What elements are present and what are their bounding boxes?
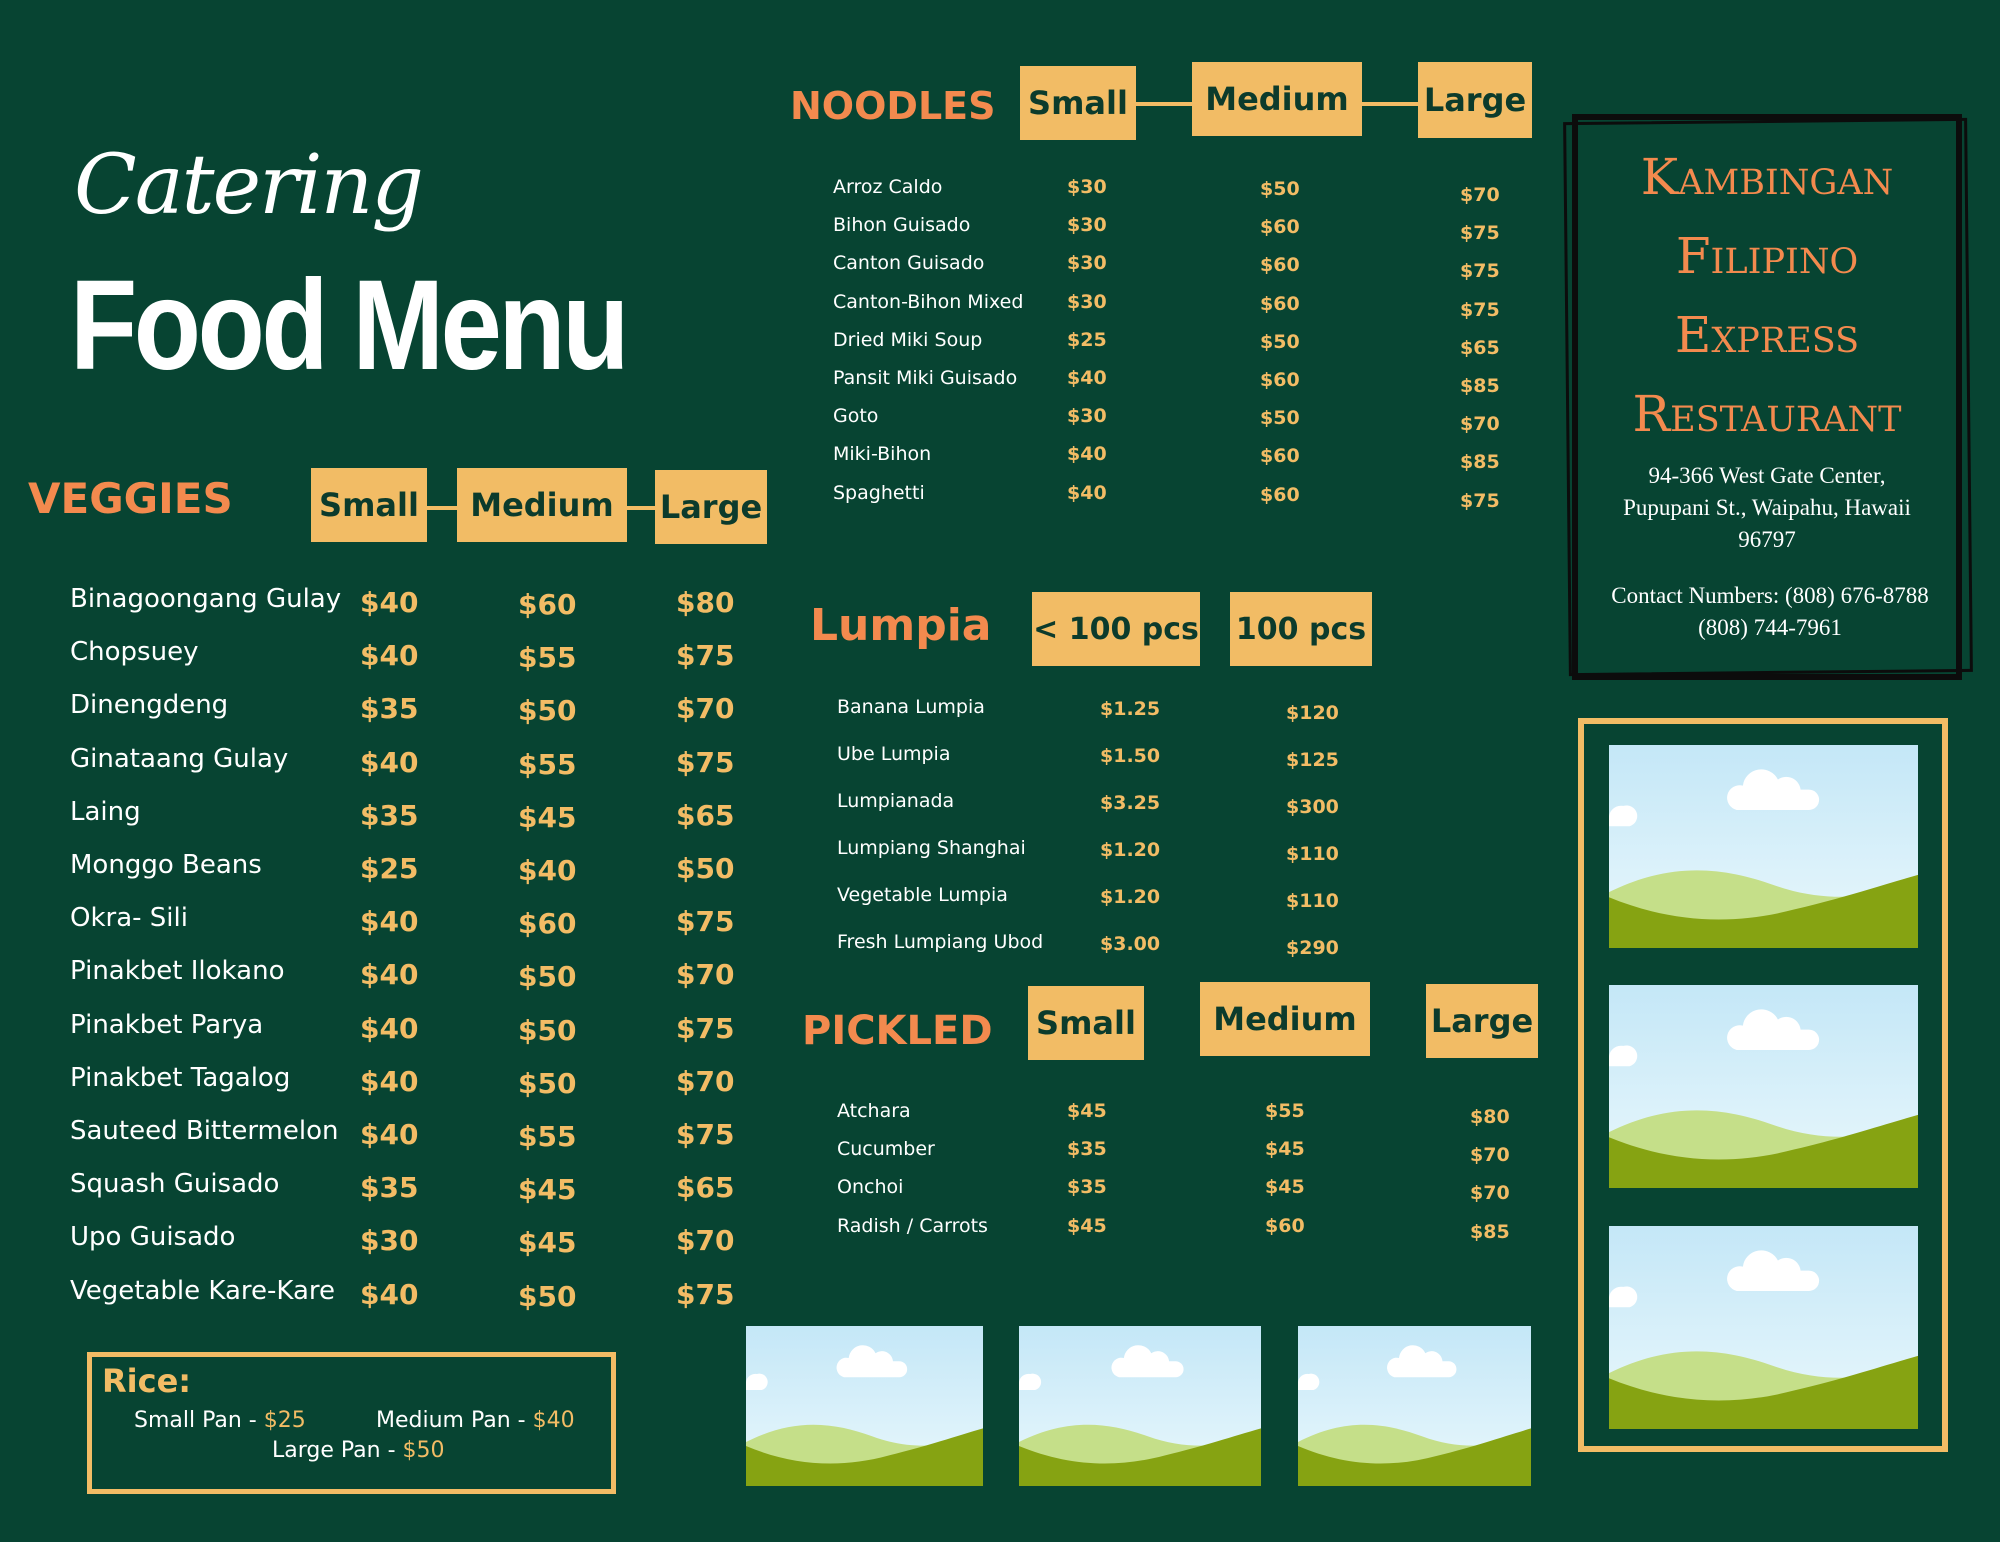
lumpia-price-100: $120 bbox=[1286, 702, 1339, 724]
landscape-image-placeholder bbox=[1298, 1326, 1531, 1486]
veggie-item-name: Pinakbet Tagalog bbox=[70, 1062, 291, 1093]
restaurant-name-line-2: Filipino bbox=[1675, 227, 1859, 285]
restaurant-name-line-3: Express bbox=[1674, 306, 1860, 364]
lumpia-price-under-100: $1.20 bbox=[1100, 839, 1161, 861]
restaurant-name-line-4: Restaurant bbox=[1632, 385, 1902, 443]
veggie-price-small: $40 bbox=[360, 1011, 419, 1045]
veggie-price-medium: $60 bbox=[518, 588, 577, 621]
noodle-price-large: $75 bbox=[1460, 298, 1500, 321]
landscape-image-placeholder bbox=[746, 1326, 983, 1486]
noodles-heading: NOODLES bbox=[790, 84, 996, 128]
address-line-3: 96797 bbox=[1738, 527, 1796, 552]
veggies-heading: VEGGIES bbox=[28, 474, 233, 523]
noodle-price-medium: $60 bbox=[1260, 369, 1300, 391]
veggie-item-name: Upo Guisado bbox=[70, 1222, 236, 1253]
veggie-item-name: Okra- Sili bbox=[70, 903, 188, 934]
lumpia-size-under-100: < 100 pcs bbox=[1032, 592, 1200, 666]
rice-heading: Rice: bbox=[102, 1362, 192, 1400]
noodle-price-large: $70 bbox=[1460, 184, 1500, 206]
veggie-item-name: Binagoongang Gulay bbox=[70, 584, 342, 614]
lumpia-item-name: Lumpianada bbox=[837, 790, 955, 812]
noodles-size-small: Small bbox=[1020, 66, 1136, 140]
lumpia-item-name: Fresh Lumpiang Ubod bbox=[837, 931, 1044, 953]
lumpia-item-name: Vegetable Lumpia bbox=[837, 884, 1008, 906]
lumpia-price-under-100: $1.20 bbox=[1100, 886, 1161, 908]
noodle-item-name: Miki-Bihon bbox=[833, 443, 932, 466]
veggie-price-small: $40 bbox=[360, 639, 419, 673]
pickled-price-small: $45 bbox=[1067, 1100, 1107, 1122]
lumpia-heading: Lumpia bbox=[810, 600, 992, 651]
noodle-price-medium: $50 bbox=[1260, 407, 1300, 430]
lumpia-price-100: $125 bbox=[1286, 749, 1339, 771]
veggie-price-medium: $45 bbox=[518, 800, 577, 834]
veggie-item-name: Vegetable Kare-Kare bbox=[70, 1275, 336, 1306]
landscape-image-placeholder bbox=[1019, 1326, 1261, 1486]
veggies-size-medium: Medium bbox=[457, 468, 627, 542]
lumpia-price-100: $110 bbox=[1286, 843, 1339, 865]
lumpia-size-100: 100 pcs bbox=[1230, 592, 1372, 666]
page-title: Food Menu bbox=[70, 254, 626, 397]
veggie-price-medium: $50 bbox=[518, 694, 577, 728]
noodle-item-name: Dried Miki Soup bbox=[833, 328, 983, 351]
veggie-price-medium: $50 bbox=[518, 1066, 577, 1100]
rice-medium-label: Medium Pan - bbox=[376, 1408, 533, 1433]
lumpia-item-name: Banana Lumpia bbox=[837, 696, 985, 718]
veggie-price-medium: $55 bbox=[518, 1120, 577, 1153]
veggie-price-large: $70 bbox=[676, 1064, 735, 1098]
lumpia-price-under-100: $3.00 bbox=[1100, 933, 1161, 955]
noodle-price-medium: $60 bbox=[1260, 483, 1300, 506]
noodle-price-large: $85 bbox=[1460, 451, 1500, 474]
veggie-price-medium: $50 bbox=[518, 1279, 577, 1313]
noodle-price-small: $30 bbox=[1067, 405, 1107, 428]
veggie-item-name: Pinakbet Ilokano bbox=[70, 956, 285, 987]
lumpia-price-under-100: $1.50 bbox=[1100, 745, 1161, 767]
veggie-price-large: $75 bbox=[676, 639, 735, 673]
veggie-price-large: $70 bbox=[676, 958, 735, 992]
veggie-item-name: Pinakbet Parya bbox=[70, 1009, 264, 1040]
pickled-heading: PICKLED bbox=[802, 1008, 993, 1054]
veggie-item-name: Ginataang Gulay bbox=[70, 743, 289, 774]
veggie-item-name: Monggo Beans bbox=[70, 850, 262, 880]
noodle-price-large: $75 bbox=[1460, 222, 1500, 245]
veggie-price-small: $35 bbox=[360, 798, 419, 832]
pickled-price-large: $70 bbox=[1470, 1144, 1510, 1167]
noodle-item-name: Arroz Caldo bbox=[833, 176, 943, 198]
pickled-item-name: Onchoi bbox=[837, 1176, 904, 1199]
noodle-price-small: $30 bbox=[1067, 252, 1107, 275]
noodles-size-connector bbox=[1362, 102, 1418, 106]
pickled-price-medium: $45 bbox=[1265, 1138, 1305, 1161]
veggie-price-small: $40 bbox=[360, 1118, 419, 1151]
noodle-price-large: $75 bbox=[1460, 260, 1500, 283]
veggie-item-name: Chopsuey bbox=[70, 637, 199, 668]
noodle-item-name: Spaghetti bbox=[833, 481, 925, 504]
veggie-price-medium: $60 bbox=[518, 907, 577, 941]
address-line-1: 94-366 West Gate Center, bbox=[1648, 463, 1886, 488]
veggie-price-small: $40 bbox=[360, 958, 419, 992]
noodle-price-medium: $60 bbox=[1260, 292, 1300, 315]
veggies-size-connector bbox=[627, 506, 655, 510]
veggie-item-name: Dinengdeng bbox=[70, 690, 229, 721]
pickled-price-large: $80 bbox=[1470, 1106, 1510, 1128]
veggie-price-large: $65 bbox=[676, 1171, 735, 1205]
noodles-size-medium: Medium bbox=[1192, 62, 1362, 136]
veggie-price-small: $30 bbox=[360, 1224, 419, 1258]
veggie-price-small: $40 bbox=[360, 745, 419, 779]
veggies-size-connector bbox=[427, 506, 457, 510]
noodle-price-small: $30 bbox=[1067, 214, 1107, 237]
pickled-price-large: $70 bbox=[1470, 1182, 1510, 1205]
noodle-price-small: $40 bbox=[1067, 367, 1107, 389]
landscape-image-placeholder bbox=[1609, 1226, 1918, 1429]
rice-small-price: $25 bbox=[263, 1408, 306, 1433]
veggie-price-small: $25 bbox=[360, 852, 419, 885]
lumpia-price-under-100: $1.25 bbox=[1100, 698, 1161, 720]
landscape-image-placeholder bbox=[1609, 985, 1918, 1188]
noodle-price-medium: $60 bbox=[1260, 445, 1300, 468]
veggie-price-small: $35 bbox=[360, 692, 419, 726]
noodle-item-name: Canton Guisado bbox=[833, 252, 985, 275]
noodle-price-small: $25 bbox=[1067, 328, 1107, 351]
contact-line-2: (808) 744-7961 bbox=[1698, 615, 1842, 640]
veggie-price-large: $50 bbox=[676, 852, 735, 885]
lumpia-item-name: Ube Lumpia bbox=[837, 743, 951, 765]
rice-large-price: $50 bbox=[402, 1438, 445, 1463]
noodles-size-large: Large bbox=[1418, 62, 1532, 138]
pickled-price-large: $85 bbox=[1470, 1220, 1510, 1243]
pickled-item-name: Atchara bbox=[837, 1100, 911, 1122]
lumpia-price-100: $110 bbox=[1286, 890, 1339, 912]
noodle-price-medium: $50 bbox=[1260, 178, 1300, 200]
veggie-price-small: $35 bbox=[360, 1171, 419, 1205]
veggie-price-medium: $55 bbox=[518, 747, 577, 781]
lumpia-price-100: $300 bbox=[1286, 796, 1339, 818]
noodle-price-medium: $50 bbox=[1260, 330, 1300, 353]
noodle-item-name: Canton-Bihon Mixed bbox=[833, 290, 1024, 313]
veggie-price-small: $40 bbox=[360, 1277, 419, 1311]
rice-large-pan bbox=[272, 1438, 445, 1463]
veggie-item-name: Squash Guisado bbox=[70, 1169, 280, 1200]
pickled-item-name: Cucumber bbox=[837, 1138, 935, 1161]
veggie-price-medium: $50 bbox=[518, 960, 577, 994]
veggie-price-large: $75 bbox=[676, 1118, 735, 1151]
veggie-price-large: $75 bbox=[676, 745, 735, 779]
lumpia-price-100: $290 bbox=[1286, 937, 1339, 959]
pickled-price-medium: $55 bbox=[1265, 1100, 1305, 1122]
address-line-2: Pupupani St., Waipahu, Hawaii bbox=[1623, 495, 1911, 520]
veggie-price-medium: $55 bbox=[518, 641, 577, 675]
veggie-price-large: $70 bbox=[676, 1224, 735, 1258]
noodle-price-large: $75 bbox=[1460, 489, 1500, 512]
noodle-price-large: $65 bbox=[1460, 336, 1500, 359]
pickled-size-small: Small bbox=[1028, 986, 1144, 1060]
veggie-price-large: $70 bbox=[676, 692, 735, 726]
veggie-price-small: $40 bbox=[360, 586, 419, 619]
veggie-price-large: $75 bbox=[676, 1277, 735, 1311]
veggies-size-small: Small bbox=[311, 468, 427, 542]
rice-small-pan bbox=[134, 1408, 306, 1433]
pickled-size-medium: Medium bbox=[1200, 982, 1370, 1056]
catering-script-title: Catering bbox=[74, 138, 422, 233]
noodle-price-medium: $60 bbox=[1260, 254, 1300, 277]
veggie-price-small: $40 bbox=[360, 1064, 419, 1098]
veggies-size-large: Large bbox=[655, 470, 767, 544]
restaurant-address bbox=[1572, 460, 1962, 556]
noodle-price-large: $70 bbox=[1460, 413, 1500, 436]
veggie-price-large: $65 bbox=[676, 798, 735, 832]
pickled-price-small: $45 bbox=[1067, 1214, 1107, 1237]
rice-large-label: Large Pan - bbox=[272, 1438, 403, 1463]
restaurant-contact bbox=[1570, 580, 1970, 644]
rice-medium-price: $40 bbox=[532, 1408, 575, 1433]
veggie-price-small: $40 bbox=[360, 905, 419, 939]
lumpia-price-under-100: $3.25 bbox=[1100, 792, 1161, 814]
veggie-price-medium: $45 bbox=[518, 1173, 577, 1207]
rice-small-label: Small Pan - bbox=[134, 1408, 264, 1433]
pickled-item-name: Radish / Carrots bbox=[837, 1214, 988, 1237]
veggie-price-medium: $40 bbox=[518, 854, 577, 887]
lumpia-item-name: Lumpiang Shanghai bbox=[837, 837, 1026, 859]
landscape-image-placeholder bbox=[1609, 745, 1918, 948]
contact-line-1: Contact Numbers: (808) 676-8788 bbox=[1611, 583, 1929, 608]
noodle-price-medium: $60 bbox=[1260, 216, 1300, 239]
noodle-price-small: $40 bbox=[1067, 443, 1107, 466]
noodles-size-connector bbox=[1136, 102, 1192, 106]
noodle-price-small: $40 bbox=[1067, 481, 1107, 504]
restaurant-name-line-1: Kambingan bbox=[1640, 148, 1894, 206]
noodle-price-large: $85 bbox=[1460, 375, 1500, 397]
noodle-price-small: $30 bbox=[1067, 290, 1107, 313]
pickled-price-medium: $60 bbox=[1265, 1214, 1305, 1237]
pickled-price-small: $35 bbox=[1067, 1176, 1107, 1199]
rice-medium-pan bbox=[376, 1408, 575, 1433]
veggie-item-name: Laing bbox=[70, 796, 141, 827]
veggie-item-name: Sauteed Bittermelon bbox=[70, 1116, 339, 1146]
noodle-item-name: Bihon Guisado bbox=[833, 214, 971, 237]
noodle-item-name: Goto bbox=[833, 405, 879, 428]
veggie-price-medium: $50 bbox=[518, 1013, 577, 1047]
pickled-price-medium: $45 bbox=[1265, 1176, 1305, 1199]
veggie-price-large: $80 bbox=[676, 586, 735, 619]
noodle-item-name: Pansit Miki Guisado bbox=[833, 367, 1018, 389]
pickled-price-small: $35 bbox=[1067, 1138, 1107, 1161]
noodle-price-small: $30 bbox=[1067, 176, 1107, 198]
veggie-price-large: $75 bbox=[676, 1011, 735, 1045]
pickled-size-large: Large bbox=[1426, 984, 1538, 1058]
veggie-price-large: $75 bbox=[676, 905, 735, 939]
veggie-price-medium: $45 bbox=[518, 1226, 577, 1260]
